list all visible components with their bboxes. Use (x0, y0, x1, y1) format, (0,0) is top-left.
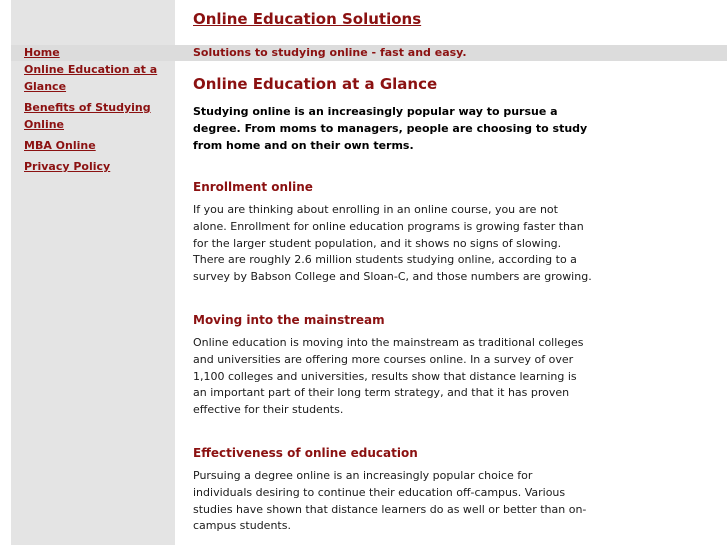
main-content (193, 74, 593, 545)
sidebar-nav (24, 45, 174, 179)
nav-benefits-link[interactable]: Benefits of Studying Online (24, 101, 151, 131)
nav-privacy-policy-link[interactable]: Privacy Policy (24, 160, 111, 173)
section-text-effectiveness: Pursuing a degree online is an increasingly popular choice for individuals desiring to continue their education off-campus. Various studies have shown that distance learners do as well or better than on-campus students. (193, 468, 587, 533)
section-text-mainstream: Online education is moving into the mainstream as traditional colleges and universities are offering more courses online. In a survey of over 1,100 colleges and universities, results show that distance learning is an important part of their long term strategy, and that it has proven effective for their students. (193, 335, 584, 417)
nav-online-education-link[interactable]: Online Education at a Glance (24, 63, 158, 93)
site-title-link[interactable]: Online Education Solutions (193, 10, 422, 28)
section-text-enrollment: If you are thinking about enrolling in an online course, you are not alone. Enrollment for online education programs is growing faster than for the larger student population, and it shows no signs of slowing. There are roughly 2.6 million students studying online, according to a survey by Babson College and Sloan-C, and those numbers are growing. (193, 203, 592, 284)
nav-mba-online-link[interactable]: MBA Online (24, 139, 96, 152)
intro-text: Studying online is an increasingly popular way to pursue a degree. From moms to managers, people are choosing to study from home and on their own terms. (193, 105, 588, 152)
page-title: Online Education at a Glance (193, 75, 438, 93)
section-heading-effectiveness: Effectiveness of online education (193, 445, 418, 460)
section-heading-enrollment: Enrollment online (193, 180, 313, 194)
section-heading-mainstream: Moving into the mainstream (193, 312, 385, 327)
tagline: Solutions to studying online - fast and easy. (193, 46, 467, 59)
nav-home-link[interactable]: Home (24, 46, 60, 59)
